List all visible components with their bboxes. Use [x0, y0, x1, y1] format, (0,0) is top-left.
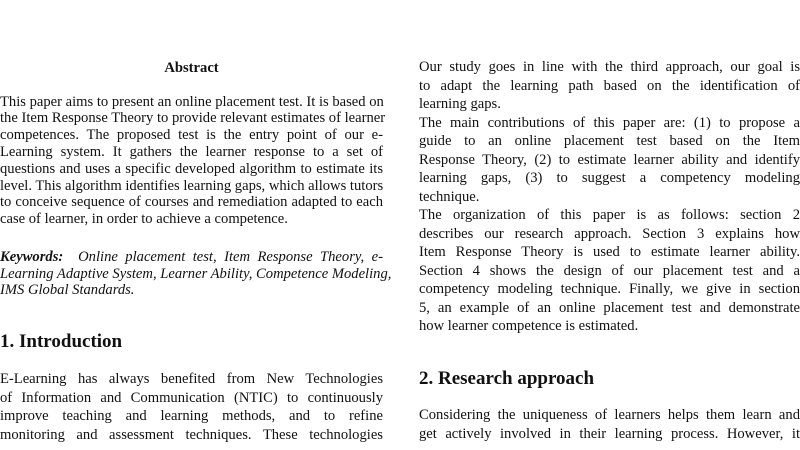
- abstract-line: the Item Response Theory to provide relevant estimates of learner: [0, 110, 386, 127]
- research-line: get actively involved in their learning process. However, it: [419, 425, 800, 442]
- abstract-line: Learning system. It gathers the learner response to a set of: [0, 143, 383, 160]
- introduction-line: E-Learning has always benefited from New Technologies: [0, 371, 383, 387]
- abstract-line: to conceive sequence of courses and remediation adapted to each: [0, 194, 383, 211]
- introduction-line: of Information and Communication (NTIC) to continuously: [0, 389, 383, 406]
- paragraph-line: Item Response Theory is used to estimate learner ability.: [419, 244, 800, 260]
- research-line: Considering the uniqueness of learners helps them learn and: [419, 407, 800, 423]
- introduction-paragraph: [0, 370, 383, 444]
- introduction-line: monitoring and assessment techniques. These technologies: [0, 426, 383, 443]
- keywords-line: IMS Global Standards.: [0, 282, 135, 298]
- keywords-text: Online placement test, Item Response Theory, e-: [78, 249, 383, 265]
- paragraph-line: Response Theory, (2) to estimate learner ability and identify: [419, 151, 800, 168]
- paragraph-line: guide to an online placement test based on the Item: [419, 133, 800, 149]
- introduction-heading: 1. Introduction: [0, 331, 123, 352]
- keywords-paragraph: [0, 249, 392, 299]
- paragraph-line: The organization of this paper is as follows: section 2: [419, 207, 800, 223]
- keywords-label: Keywords:: [0, 249, 64, 265]
- abstract-heading: Abstract: [164, 60, 219, 76]
- keywords-line: Learning Adaptive System, Learner Ability, Competence Modeling,: [0, 265, 392, 282]
- paragraph-line: describes our research approach. Section 3 explains how: [419, 225, 800, 242]
- paragraph-line: learning gaps.: [419, 96, 501, 112]
- abstract-line: competences. The proposed test is the entry point of our e-: [0, 127, 383, 144]
- paragraph-line: to adapt the learning path based on the identification of: [419, 77, 800, 94]
- abstract-line: questions and uses a specific developed algorithm to estimate its: [0, 160, 383, 177]
- abstract-line: level. This algorithm identifies learning gaps, which allows tutors: [0, 177, 384, 194]
- keywords-line: [0, 249, 383, 266]
- right-column-text: [419, 58, 800, 336]
- paragraph-line: 5, an example of an online placement test and demonstrate: [419, 299, 800, 316]
- abstract-line: case of learner, in order to achieve a competence.: [0, 211, 288, 228]
- abstract-paragraph: [0, 93, 386, 228]
- research-approach-paragraph: [419, 406, 800, 443]
- abstract-line: This paper aims to present an online placement test. It is based on: [0, 93, 384, 110]
- paragraph-line: learning gaps, (3) to suggest a competency modeling: [419, 170, 800, 186]
- introduction-line: improve teaching and learning methods, and to refine: [0, 408, 383, 424]
- research-approach-heading: 2. Research approach: [419, 368, 595, 389]
- paragraph-line: how learner competence is estimated.: [419, 318, 639, 334]
- paragraph-line: Our study goes in line with the third approach, our goal is: [419, 59, 800, 75]
- paragraph-line: The main contributions of this paper are: (1) to propose a: [419, 114, 800, 131]
- paragraph-line: Section 4 shows the design of our placement test and a: [419, 262, 800, 279]
- paragraph-line: technique.: [419, 188, 480, 205]
- paragraph-line: competency modeling technique. Finally, we give in section: [419, 281, 800, 297]
